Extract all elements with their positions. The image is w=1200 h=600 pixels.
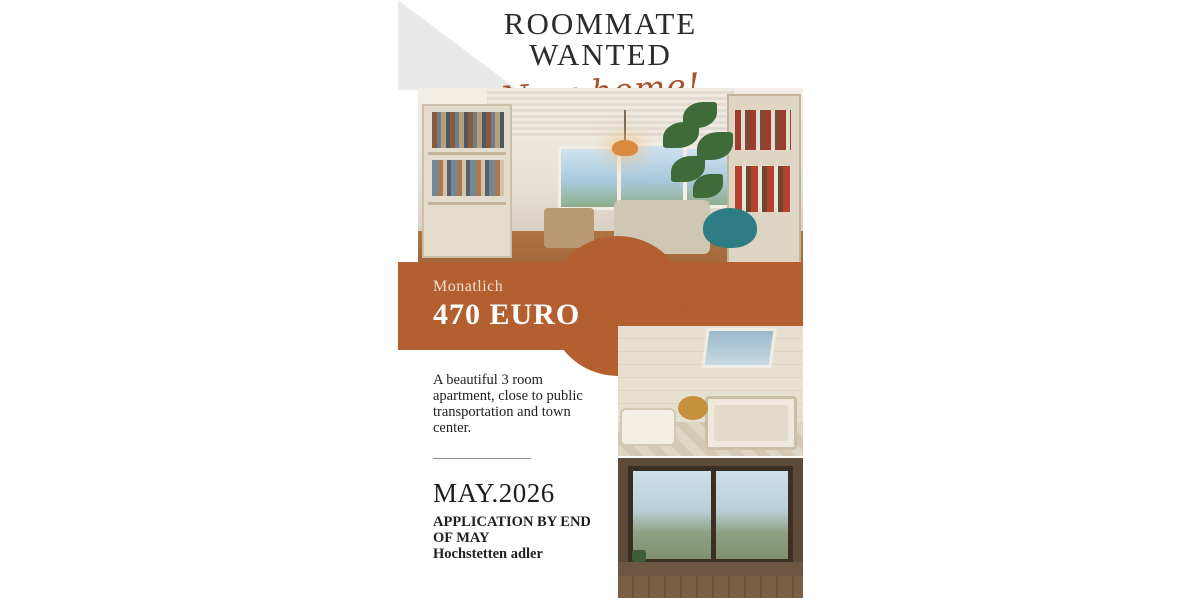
lamp-cord	[624, 110, 626, 142]
divider-rule	[433, 458, 531, 459]
price-label: Monatlich	[433, 278, 504, 295]
bathtub	[705, 396, 797, 450]
window-sill	[618, 562, 803, 576]
price-block	[433, 278, 580, 332]
poster-document	[398, 0, 803, 600]
books-row-4	[735, 166, 791, 212]
window-mullion	[711, 466, 716, 564]
price-value: 470 EURO	[433, 298, 581, 331]
wooden-stool	[678, 396, 708, 420]
availability-date: MAY.2026	[433, 478, 555, 508]
plant-leaf	[663, 122, 699, 148]
terrace-window-photo	[618, 458, 803, 598]
pendant-lamp	[612, 140, 638, 156]
plant-leaf	[693, 174, 723, 198]
beanbag-chair	[703, 208, 757, 248]
books-row-3	[735, 110, 791, 150]
bookshelf-right	[727, 94, 801, 288]
books-row-2	[432, 160, 504, 196]
bathroom-photo	[618, 326, 803, 456]
location-name: Hochstetten adler	[433, 546, 543, 562]
potted-plant	[632, 550, 646, 562]
bathtub-basin	[714, 405, 788, 441]
books-row-1	[432, 112, 504, 148]
description-text: A beautiful 3 room apartment, close to public transportation and town center.	[433, 372, 583, 436]
skylight-window	[701, 328, 777, 368]
bookshelf-left	[422, 104, 512, 258]
wooden-deck	[618, 576, 803, 598]
title-line-1: ROOMMATE	[503, 6, 698, 41]
title-line-2: WANTED	[529, 37, 672, 72]
sink	[620, 408, 676, 446]
application-deadline: APPLICATION BY END OF MAY	[433, 514, 591, 546]
window-left	[558, 146, 620, 210]
